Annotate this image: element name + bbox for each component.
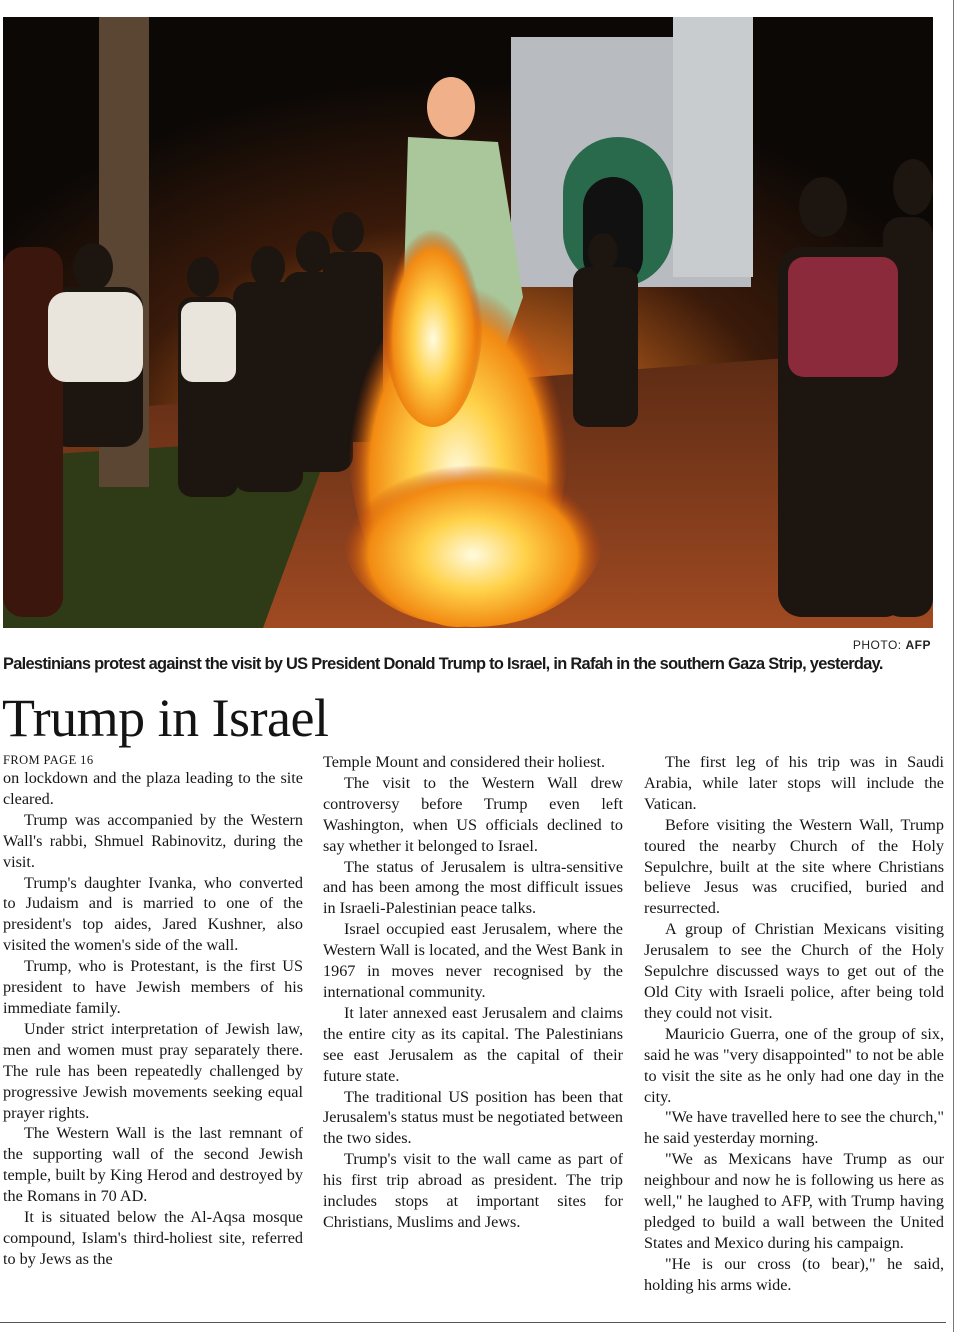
paragraph: Before visiting the Western Wall, Trump toured the nearby Church of the Holy Sepulchre, built at the site where Christians believe Jesus was crucified, buried and resurrected. [644, 815, 944, 918]
paragraph: The first leg of his trip was in Saudi Arabia, while later stops will include the Vatican. [644, 753, 944, 813]
paragraph: It later annexed east Jerusalem and claims the entire city as its capital. The Palestinians see east Jerusalem as the capital of their future state. [323, 1003, 623, 1085]
paragraph: "We as Mexicans have Trump as our neighbour and now he is following us here as well," he laughed to AFP, with Trump having pledged to build a wall between the United States and Mexico during his campaign. [644, 1150, 944, 1252]
paragraph: It is situated below the Al-Aqsa mosque compound, Islam's third-holiest site, referred to by Jews as the [3, 1208, 303, 1268]
from-page-label: FROM PAGE 16 [3, 753, 94, 767]
paragraph: Israel occupied east Jerusalem, where the Western Wall is located, and the West Bank in 1967 in moves never recognised by the international community. [323, 920, 623, 1001]
news-photo [3, 17, 933, 628]
paragraph: Trump, who is Protestant, is the first US president to have Jewish members of his immediate family. [3, 957, 303, 1017]
paragraph: Temple Mount and considered their holiest. [323, 753, 606, 771]
article-column-2 [323, 752, 623, 1233]
paragraph: The status of Jerusalem is ultra-sensitive and has been among the most difficult issues in Israeli-Palestinian peace talks. [323, 857, 623, 918]
paragraph: on lockdown and the plaza leading to the site cleared. [3, 769, 303, 808]
paragraph: "We have travelled here to see the church," he said yesterday morning. [644, 1108, 944, 1148]
paragraph: The visit to the Western Wall drew controversy before Trump even left Washington, when US officials declined to say whether it belonged to Israel. [323, 773, 623, 855]
headline: Trump in Israel [2, 688, 329, 748]
page-bottom-rule [0, 1322, 946, 1323]
paragraph: Under strict interpretation of Jewish law, men and women must pray separately there. The rule has been repeatedly challenged by progressive Jewish movements seeking equal prayer rights. [3, 1019, 303, 1122]
paragraph: Trump's visit to the wall came as part of his first trip abroad as president. The trip includes stops at important sites for Christians, Muslims and Jews. [323, 1150, 623, 1231]
photo-credit [853, 638, 931, 652]
article-column-3 [644, 752, 944, 1296]
photo-credit-source: AFP [905, 638, 931, 652]
paragraph: Trump's daughter Ivanka, who converted to Judaism and is married to one of the president's top aides, Jared Kushner, also visited the women's side of the wall. [3, 873, 303, 955]
paragraph: A group of Christian Mexicans visiting Jerusalem to see the Church of the Holy Sepulchre discussed ways to get out of the Old City with Israeli police, after being told they could not visit. [644, 920, 944, 1022]
photo-burning-effigy [3, 17, 933, 628]
paragraph: Mauricio Guerra, one of the group of six, said he was "very disappointed" to not be able to visit the site as he only had one day in the city. [644, 1024, 944, 1106]
photo-credit-label: PHOTO: [852, 638, 902, 652]
paragraph: "He is our cross (to bear)," he said, holding his arms wide. [644, 1254, 944, 1294]
paragraph: The Western Wall is the last remnant of the supporting wall of the second Jewish temple, built by King Herod and destroyed by the Romans in 70 AD. [3, 1124, 303, 1206]
article-column-1 [3, 752, 303, 1270]
column-divider [953, 0, 954, 1332]
paragraph: The traditional US position has been that Jerusalem's status must be negotiated between the two sides. [323, 1087, 623, 1148]
paragraph: Trump was accompanied by the Western Wall's rabbi, Shmuel Rabinovitz, during the visit. [3, 810, 303, 871]
photo-caption: Palestinians protest against the visit by US President Donald Trump to Israel, in Rafah in the southern Gaza Strip, yesterday. [3, 655, 883, 673]
